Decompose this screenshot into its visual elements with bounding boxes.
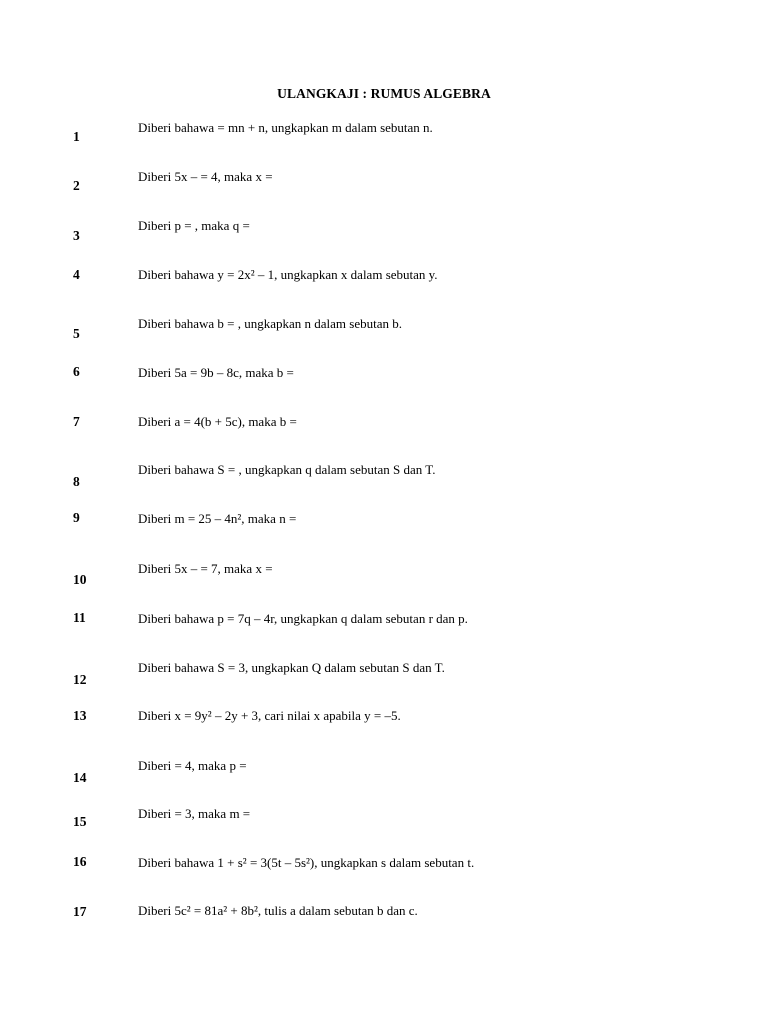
question-number: 12 xyxy=(73,672,87,687)
question-number: 1 xyxy=(73,129,80,144)
question-number: 6 xyxy=(73,364,80,379)
question-text: Diberi bahawa = mn + n, ungkapkan m dalam sebutan n. xyxy=(138,120,433,135)
question-text: Diberi bahawa 1 + s² = 3(5t – 5s²), ungkapkan s dalam sebutan t. xyxy=(138,855,475,870)
question-text: Diberi a = 4(b + 5c), maka b = xyxy=(138,414,297,429)
question-number: 16 xyxy=(73,854,87,869)
question-text: Diberi bahawa y = 2x² – 1, ungkapkan x dalam sebutan y. xyxy=(138,267,438,282)
question-text: Diberi 5a = 9b – 8c, maka b = xyxy=(138,365,294,380)
question-number: 5 xyxy=(73,326,80,341)
question-text: Diberi bahawa S = 3, ungkapkan Q dalam sebutan S dan T. xyxy=(138,660,445,675)
question-text: Diberi x = 9y² – 2y + 3, cari nilai x apabila y = –5. xyxy=(138,708,401,723)
question-number: 15 xyxy=(73,814,87,829)
question-number: 14 xyxy=(73,770,87,785)
question-number: 10 xyxy=(73,572,87,587)
question-number: 7 xyxy=(73,414,80,429)
question-number: 8 xyxy=(73,474,80,489)
question-text: Diberi 5c² = 81a² + 8b², tulis a dalam sebutan b dan c. xyxy=(138,903,418,918)
question-text: Diberi = 3, maka m = xyxy=(138,806,251,821)
question-text: Diberi bahawa S = , ungkapkan q dalam sebutan S dan T. xyxy=(138,462,436,477)
question-text: Diberi p = , maka q = xyxy=(138,218,250,233)
question-number: 11 xyxy=(73,610,86,625)
page-title: ULANGKAJI : RUMUS ALGEBRA xyxy=(277,86,491,101)
question-text: Diberi bahawa p = 7q – 4r, ungkapkan q dalam sebutan r dan p. xyxy=(138,611,468,626)
question-number: 2 xyxy=(73,178,80,193)
question-number: 4 xyxy=(73,267,80,282)
question-number: 17 xyxy=(73,904,87,919)
question-number: 9 xyxy=(73,510,80,525)
question-text: Diberi m = 25 – 4n², maka n = xyxy=(138,511,297,526)
question-text: Diberi 5x – = 4, maka x = xyxy=(138,169,273,184)
question-number: 13 xyxy=(73,708,87,723)
question-text: Diberi bahawa b = , ungkapkan n dalam sebutan b. xyxy=(138,316,403,331)
question-text: Diberi 5x – = 7, maka x = xyxy=(138,561,273,576)
question-number: 3 xyxy=(73,228,80,243)
question-text: Diberi = 4, maka p = xyxy=(138,758,247,773)
